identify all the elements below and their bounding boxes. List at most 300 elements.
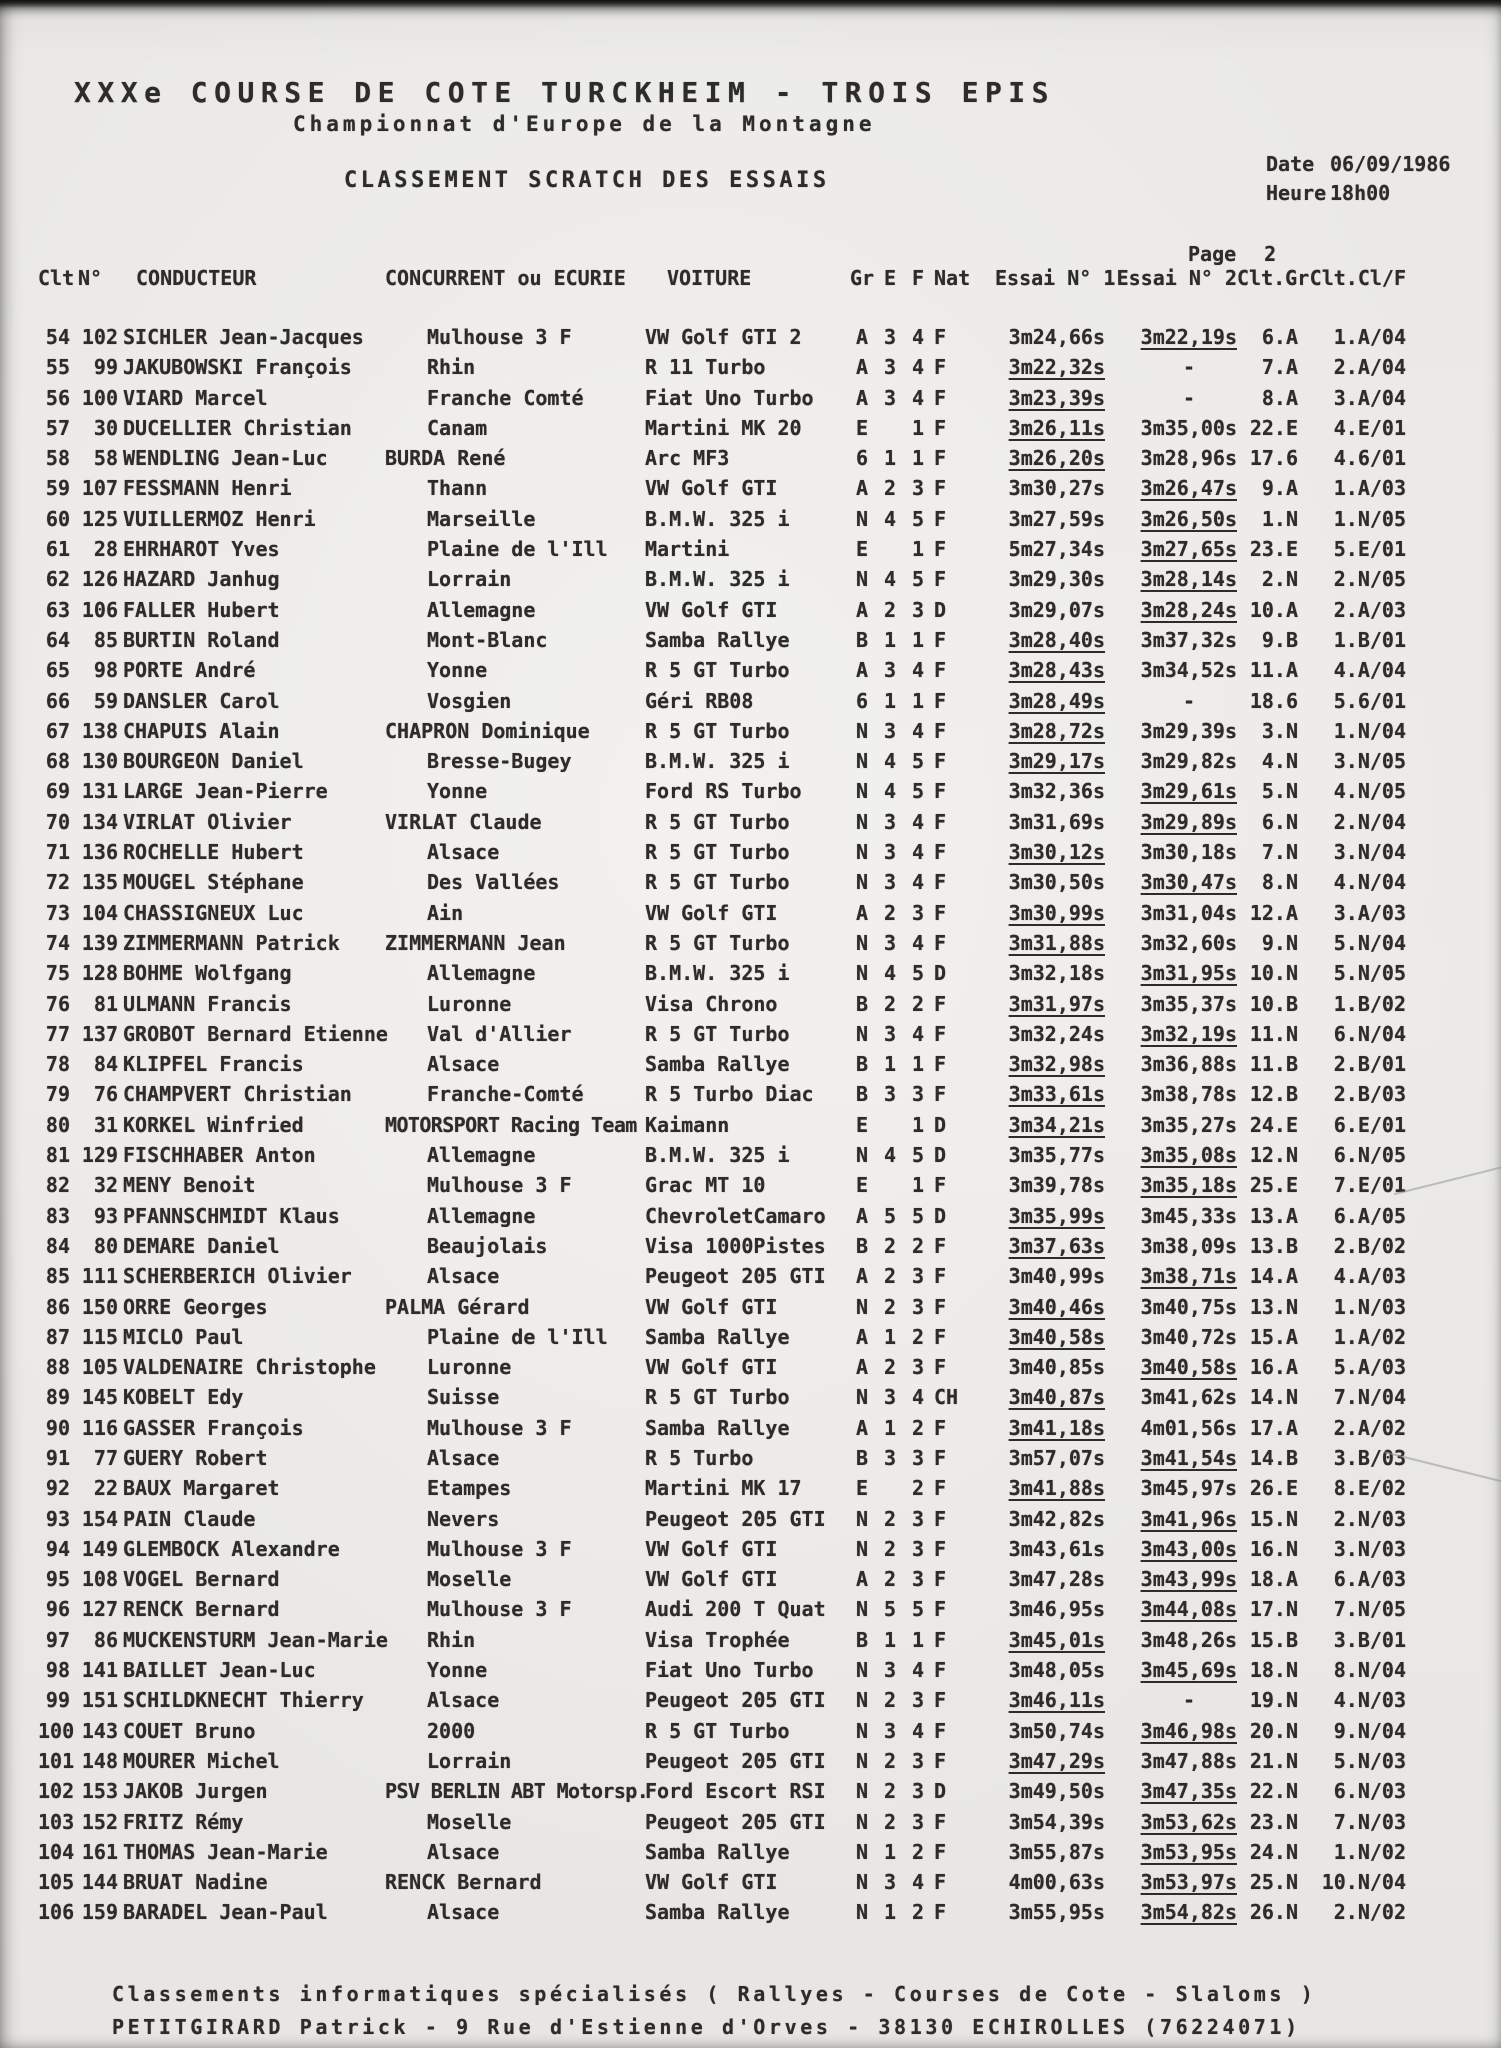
cell-f: 5 xyxy=(911,961,925,986)
cell-clt-groupe: 17.A xyxy=(1249,1415,1298,1440)
cell-essai-1: 3m34,21s xyxy=(1008,1112,1105,1137)
cell-clt-groupe: 6.A xyxy=(1261,325,1298,349)
cell-voiture: Visa 1000Pistes xyxy=(645,1233,826,1258)
cell-e: 3 xyxy=(883,1385,897,1410)
cell-essai-2: 3m37,32s xyxy=(1140,627,1237,652)
cell-essai-1: 3m43,61s xyxy=(1008,1536,1105,1561)
cell-essai-2: 3m31,95s xyxy=(1140,961,1237,986)
cell-essai-1: 3m55,87s xyxy=(1008,1839,1105,1864)
table-row xyxy=(38,1261,1416,1291)
cell-clt: 106 xyxy=(38,1900,75,1925)
cell-num: 127 xyxy=(81,1597,118,1622)
cell-essai-2: 3m40,72s xyxy=(1140,1324,1237,1349)
table-row xyxy=(38,837,1416,867)
col-header-essai2: Essai N° 2 xyxy=(1116,266,1237,290)
cell-groupe: N xyxy=(855,1385,869,1410)
cell-voiture: VW Golf GTI xyxy=(645,1355,778,1380)
cell-conducteur: VALDENAIRE Christophe xyxy=(123,1355,376,1380)
cell-num: 144 xyxy=(81,1870,118,1895)
cell-clt-groupe: 26.E xyxy=(1249,1476,1298,1501)
cell-essai-2: 3m26,50s xyxy=(1140,506,1237,531)
cell-f: 5 xyxy=(911,1143,925,1168)
cell-voiture: Fiat Uno Turbo xyxy=(645,1658,814,1683)
cell-nationalite: F xyxy=(934,1627,947,1652)
cell-clt: 85 xyxy=(45,1264,70,1289)
cell-essai-2: 3m53,95s xyxy=(1140,1839,1237,1864)
cell-num: 139 xyxy=(81,930,118,955)
cell-essai-2: - xyxy=(1182,385,1195,410)
cell-e: 3 xyxy=(883,1658,897,1683)
cell-num: 138 xyxy=(81,718,118,743)
cell-conducteur: BURTIN Roland xyxy=(123,627,280,652)
cell-f: 4 xyxy=(911,870,925,895)
table-row xyxy=(38,1837,1416,1867)
cell-voiture: R 5 GT Turbo xyxy=(645,1385,790,1410)
cell-clt-groupe: 14.A xyxy=(1249,1264,1298,1289)
page-number xyxy=(1188,242,1276,266)
table-row xyxy=(38,928,1416,958)
cell-clt: 72 xyxy=(45,870,70,895)
cell-essai-2: 3m36,88s xyxy=(1140,1052,1237,1077)
cell-conducteur: KORKEL Winfried xyxy=(123,1112,304,1137)
cell-essai-2: 3m29,61s xyxy=(1140,779,1237,804)
table-row xyxy=(38,1716,1416,1746)
cell-nationalite: D xyxy=(934,1112,947,1137)
cell-clt: 65 xyxy=(45,658,70,683)
cell-clt: 60 xyxy=(45,506,70,531)
heure-line xyxy=(1266,179,1450,208)
cell-essai-2: 3m53,97s xyxy=(1140,1870,1237,1895)
table-row xyxy=(38,807,1416,837)
cell-essai-1: 3m22,32s xyxy=(1008,355,1105,380)
cell-clt: 75 xyxy=(45,961,70,986)
cell-clt-classe: 2.N/02 xyxy=(1333,1900,1406,1925)
cell-num: 106 xyxy=(81,597,118,622)
cell-e: 2 xyxy=(883,1809,897,1834)
cell-nationalite: F xyxy=(934,1809,947,1834)
table-row xyxy=(38,655,1416,685)
cell-f: 3 xyxy=(911,476,925,501)
cell-conducteur: ORRE Georges xyxy=(123,1294,268,1319)
cell-clt-groupe: 20.N xyxy=(1249,1718,1298,1743)
cell-voiture: VW Golf GTI xyxy=(645,1294,778,1319)
cell-essai-1: 3m24,66s xyxy=(1008,325,1105,349)
cell-nationalite: F xyxy=(934,476,947,501)
cell-clt: 62 xyxy=(45,567,70,592)
cell-essai-1: 3m28,72s xyxy=(1008,718,1105,743)
cell-essai-2: 3m31,04s xyxy=(1140,900,1237,925)
cell-nationalite: F xyxy=(934,870,947,895)
cell-nationalite: D xyxy=(934,961,947,986)
cell-groupe: E xyxy=(855,1112,869,1137)
cell-essai-1: 3m27,59s xyxy=(1008,506,1105,531)
cell-ecurie: RENCK Bernard xyxy=(385,1870,542,1895)
cell-conducteur: SCHERBERICH Olivier xyxy=(123,1264,352,1289)
cell-clt: 76 xyxy=(45,991,70,1016)
cell-clt-classe: 4.N/03 xyxy=(1333,1688,1406,1713)
cell-clt-groupe: 12.A xyxy=(1249,900,1298,925)
cell-clt-groupe: 23.N xyxy=(1249,1809,1298,1834)
cell-essai-1: 3m30,99s xyxy=(1008,900,1105,925)
cell-groupe: N xyxy=(855,870,869,895)
cell-voiture: VW Golf GTI xyxy=(645,1567,778,1592)
cell-f: 3 xyxy=(911,1809,925,1834)
cell-essai-1: 3m40,85s xyxy=(1008,1355,1105,1380)
table-row xyxy=(38,1473,1416,1503)
cell-clt-classe: 3.B/01 xyxy=(1333,1627,1406,1652)
cell-e: 2 xyxy=(883,1264,897,1289)
scan-edge-shadow xyxy=(0,0,1501,8)
cell-essai-1: 3m47,29s xyxy=(1008,1748,1105,1773)
cell-conducteur: ROCHELLE Hubert xyxy=(123,840,304,865)
cell-voiture: Samba Rallye xyxy=(645,627,790,652)
col-header-clt: Clt xyxy=(38,266,75,290)
cell-essai-1: 3m40,58s xyxy=(1008,1324,1105,1349)
cell-conducteur: CHASSIGNEUX Luc xyxy=(123,900,304,925)
cell-groupe: N xyxy=(855,840,869,865)
cell-groupe: N xyxy=(855,1506,869,1531)
cell-ecurie: MOTORSPORT Racing Team xyxy=(385,1112,637,1137)
cell-essai-1: 3m55,95s xyxy=(1008,1900,1105,1925)
cell-clt-classe: 1.A/04 xyxy=(1333,325,1406,349)
cell-clt-groupe: 18.A xyxy=(1249,1567,1298,1592)
cell-ecurie: Allemagne xyxy=(427,1143,536,1168)
cell-nationalite: F xyxy=(934,1082,947,1107)
cell-essai-1: 3m32,36s xyxy=(1008,779,1105,804)
cell-clt-classe: 1.N/05 xyxy=(1333,506,1406,531)
cell-clt-classe: 1.N/03 xyxy=(1333,1294,1406,1319)
table-row xyxy=(38,1746,1416,1776)
cell-clt-classe: 2.A/04 xyxy=(1333,355,1406,380)
cell-clt-classe: 3.N/03 xyxy=(1333,1536,1406,1561)
cell-conducteur: JAKOB Jurgen xyxy=(123,1779,268,1804)
cell-e: 5 xyxy=(883,1203,897,1228)
cell-voiture: Géri RB08 xyxy=(645,688,754,713)
cell-ecurie: Allemagne xyxy=(427,1203,536,1228)
cell-essai-1: 3m39,78s xyxy=(1008,1173,1105,1198)
cell-num: 107 xyxy=(81,476,118,501)
cell-conducteur: ZIMMERMANN Patrick xyxy=(123,930,340,955)
cell-voiture: VW Golf GTI xyxy=(645,1536,778,1561)
cell-voiture: B.M.W. 325 i xyxy=(645,567,790,592)
cell-e: 3 xyxy=(883,658,897,683)
cell-nationalite: F xyxy=(934,506,947,531)
cell-num: 136 xyxy=(81,840,118,865)
cell-num: 134 xyxy=(81,809,118,834)
cell-clt: 86 xyxy=(45,1294,70,1319)
table-row xyxy=(38,1534,1416,1564)
cell-f: 4 xyxy=(911,840,925,865)
cell-conducteur: THOMAS Jean-Marie xyxy=(123,1839,328,1864)
cell-conducteur: MOUGEL Stéphane xyxy=(123,870,304,895)
table-row xyxy=(38,1413,1416,1443)
cell-num: 81 xyxy=(93,991,118,1016)
cell-num: 149 xyxy=(81,1536,118,1561)
col-header-ecurie: CONCURRENT ou ECURIE xyxy=(385,266,626,290)
cell-essai-1: 3m33,61s xyxy=(1008,1082,1105,1107)
table-row xyxy=(38,1019,1416,1049)
cell-essai-1: 3m35,77s xyxy=(1008,1143,1105,1168)
cell-clt-classe: 2.N/04 xyxy=(1333,809,1406,834)
cell-essai-1: 3m50,74s xyxy=(1008,1718,1105,1743)
table-row xyxy=(38,443,1416,473)
cell-voiture: R 5 GT Turbo xyxy=(645,658,790,683)
cell-clt: 64 xyxy=(45,627,70,652)
cell-num: 137 xyxy=(81,1021,118,1046)
cell-num: 141 xyxy=(81,1658,118,1683)
cell-ecurie: BURDA René xyxy=(385,446,506,471)
cell-clt-classe: 2.N/05 xyxy=(1333,567,1406,592)
cell-voiture: R 5 Turbo Diac xyxy=(645,1082,814,1107)
cell-num: 154 xyxy=(81,1506,118,1531)
cell-num: 84 xyxy=(93,1052,118,1077)
cell-groupe: A xyxy=(855,385,869,410)
cell-clt-classe: 7.N/03 xyxy=(1333,1809,1406,1834)
cell-clt-classe: 6.E/01 xyxy=(1333,1112,1406,1137)
cell-num: 98 xyxy=(93,658,118,683)
cell-essai-1: 3m31,88s xyxy=(1008,930,1105,955)
cell-voiture: VW Golf GTI 2 xyxy=(645,325,802,349)
cell-clt-classe: 1.B/01 xyxy=(1333,627,1406,652)
cell-nationalite: F xyxy=(934,991,947,1016)
cell-clt: 78 xyxy=(45,1052,70,1077)
cell-nationalite: F xyxy=(934,1506,947,1531)
cell-f: 1 xyxy=(911,537,925,562)
cell-nationalite: F xyxy=(934,567,947,592)
cell-clt-groupe: 25.E xyxy=(1249,1173,1298,1198)
cell-clt-groupe: 11.A xyxy=(1249,658,1298,683)
cell-groupe: A xyxy=(855,658,869,683)
cell-essai-2: 3m45,97s xyxy=(1140,1476,1237,1501)
cell-voiture: R 5 GT Turbo xyxy=(645,809,790,834)
cell-essai-2: 3m40,58s xyxy=(1140,1355,1237,1380)
cell-essai-1: 5m27,34s xyxy=(1008,537,1105,562)
date-label: Date xyxy=(1266,152,1315,176)
cell-ecurie: Mulhouse 3 F xyxy=(427,1597,572,1622)
cell-clt-groupe: 1.N xyxy=(1261,506,1298,531)
cell-voiture: Samba Rallye xyxy=(645,1324,790,1349)
cell-e: 2 xyxy=(883,1779,897,1804)
cell-essai-2: 3m43,99s xyxy=(1140,1567,1237,1592)
cell-essai-1: 3m46,95s xyxy=(1008,1597,1105,1622)
cell-clt: 56 xyxy=(45,385,70,410)
cell-ecurie: Moselle xyxy=(427,1567,512,1592)
cell-conducteur: DUCELLIER Christian xyxy=(123,415,352,440)
cell-e: 2 xyxy=(883,991,897,1016)
cell-clt: 91 xyxy=(45,1445,70,1470)
cell-groupe: N xyxy=(855,930,869,955)
cell-ecurie: PSV BERLIN ABT Motorsp. xyxy=(385,1779,649,1804)
cell-clt: 82 xyxy=(45,1173,70,1198)
cell-essai-2: 3m35,18s xyxy=(1140,1173,1237,1198)
cell-clt-classe: 3.A/03 xyxy=(1333,900,1406,925)
cell-essai-2: 3m26,47s xyxy=(1140,476,1237,501)
cell-nationalite: D xyxy=(934,597,947,622)
cell-clt-classe: 8.N/04 xyxy=(1333,1658,1406,1683)
cell-essai-1: 3m28,43s xyxy=(1008,658,1105,683)
cell-num: 31 xyxy=(93,1112,118,1137)
cell-groupe: A xyxy=(855,1324,869,1349)
cell-ecurie: Beaujolais xyxy=(427,1233,548,1258)
cell-e: 2 xyxy=(883,1688,897,1713)
cell-ecurie: Mulhouse 3 F xyxy=(427,1415,572,1440)
table-row xyxy=(38,1564,1416,1594)
cell-clt-classe: 3.N/04 xyxy=(1333,840,1406,865)
table-row xyxy=(38,1443,1416,1473)
cell-groupe: A xyxy=(855,1203,869,1228)
cell-ecurie: Mulhouse 3 F xyxy=(427,1173,572,1198)
table-row xyxy=(38,1776,1416,1806)
cell-f: 5 xyxy=(911,567,925,592)
cell-essai-2: - xyxy=(1182,688,1195,713)
cell-num: 159 xyxy=(81,1900,118,1925)
col-header-essai1: Essai N° 1 xyxy=(995,266,1116,290)
cell-f: 3 xyxy=(911,1748,925,1773)
cell-nationalite: F xyxy=(934,779,947,804)
cell-e: 1 xyxy=(883,1415,897,1440)
cell-e: 3 xyxy=(883,355,897,380)
cell-e: 4 xyxy=(883,567,897,592)
cell-essai-1: 3m26,11s xyxy=(1008,415,1105,440)
cell-clt-classe: 3.A/04 xyxy=(1333,385,1406,410)
cell-groupe: B xyxy=(855,1052,869,1077)
cell-f: 3 xyxy=(911,1355,925,1380)
table-row xyxy=(38,1382,1416,1412)
cell-ecurie: Allemagne xyxy=(427,597,536,622)
cell-f: 2 xyxy=(911,1839,925,1864)
cell-essai-2: 3m35,37s xyxy=(1140,991,1237,1016)
cell-clt: 80 xyxy=(45,1112,70,1137)
cell-essai-2: 3m29,89s xyxy=(1140,809,1237,834)
cell-clt-groupe: 12.B xyxy=(1249,1082,1298,1107)
table-row xyxy=(38,1897,1416,1927)
cell-num: 131 xyxy=(81,779,118,804)
cell-clt-groupe: 10.A xyxy=(1249,597,1298,622)
cell-groupe: A xyxy=(855,597,869,622)
cell-ecurie: Suisse xyxy=(427,1385,500,1410)
cell-num: 129 xyxy=(81,1143,118,1168)
cell-num: 143 xyxy=(81,1718,118,1743)
cell-e: 4 xyxy=(883,749,897,774)
cell-essai-2: 3m41,54s xyxy=(1140,1445,1237,1470)
cell-voiture: Ford RS Turbo xyxy=(645,779,802,804)
cell-clt-groupe: 10.B xyxy=(1249,991,1298,1016)
cell-clt: 99 xyxy=(45,1688,70,1713)
cell-f: 2 xyxy=(911,1233,925,1258)
table-row xyxy=(38,867,1416,897)
cell-num: 76 xyxy=(93,1082,118,1107)
footer-line2: PETITGIRARD Patrick - 9 Rue d'Estienne d'Orves - 38130 ECHIROLLES (76224071) xyxy=(112,2015,1301,2039)
cell-num: 125 xyxy=(81,506,118,531)
table-row xyxy=(38,1201,1416,1231)
cell-nationalite: F xyxy=(934,688,947,713)
cell-clt-groupe: 15.B xyxy=(1249,1627,1298,1652)
cell-groupe: A xyxy=(855,1355,869,1380)
cell-f: 1 xyxy=(911,1627,925,1652)
cell-e: 2 xyxy=(883,1233,897,1258)
cell-ecurie: Alsace xyxy=(427,1900,500,1925)
cell-voiture: Visa Trophée xyxy=(645,1627,790,1652)
cell-e: 1 xyxy=(883,688,897,713)
table-row xyxy=(38,746,1416,776)
cell-essai-2: 3m29,39s xyxy=(1140,718,1237,743)
cell-clt-groupe: 15.A xyxy=(1249,1324,1298,1349)
cell-e: 3 xyxy=(883,325,897,349)
table-row xyxy=(38,1685,1416,1715)
cell-conducteur: FISCHHABER Anton xyxy=(123,1143,316,1168)
cell-groupe: N xyxy=(855,1597,869,1622)
cell-clt-classe: 2.B/01 xyxy=(1333,1052,1406,1077)
cell-groupe: N xyxy=(855,779,869,804)
cell-clt: 55 xyxy=(45,355,70,380)
cell-nationalite: F xyxy=(934,840,947,865)
cell-e: 3 xyxy=(883,1718,897,1743)
cell-voiture: B.M.W. 325 i xyxy=(645,506,790,531)
cell-nationalite: F xyxy=(934,446,947,471)
cell-conducteur: MOURER Michel xyxy=(123,1748,280,1773)
cell-essai-2: - xyxy=(1182,355,1195,380)
cell-num: 59 xyxy=(93,688,118,713)
cell-groupe: 6 xyxy=(855,688,869,713)
cell-clt-classe: 4.N/04 xyxy=(1333,870,1406,895)
cell-ecurie: Moselle xyxy=(427,1809,512,1834)
cell-essai-1: 3m31,97s xyxy=(1008,991,1105,1016)
cell-nationalite: F xyxy=(934,1688,947,1713)
cell-essai-1: 3m30,12s xyxy=(1008,840,1105,865)
cell-clt-groupe: 13.B xyxy=(1249,1233,1298,1258)
cell-e: 2 xyxy=(883,1294,897,1319)
cell-groupe: B xyxy=(855,1082,869,1107)
cell-clt: 79 xyxy=(45,1082,70,1107)
cell-essai-1: 3m35,99s xyxy=(1008,1203,1105,1228)
cell-num: 32 xyxy=(93,1173,118,1198)
cell-num: 108 xyxy=(81,1567,118,1592)
cell-groupe: N xyxy=(855,1809,869,1834)
cell-conducteur: BOHME Wolfgang xyxy=(123,961,292,986)
cell-f: 3 xyxy=(911,1779,925,1804)
cell-voiture: Samba Rallye xyxy=(645,1415,790,1440)
cell-essai-1: 3m28,40s xyxy=(1008,627,1105,652)
cell-essai-1: 3m40,99s xyxy=(1008,1264,1105,1289)
cell-f: 4 xyxy=(911,930,925,955)
cell-nationalite: F xyxy=(934,749,947,774)
cell-conducteur: GUERY Robert xyxy=(123,1445,268,1470)
table-row xyxy=(38,1140,1416,1170)
cell-f: 1 xyxy=(911,446,925,471)
cell-nationalite: F xyxy=(934,1355,947,1380)
cell-groupe: N xyxy=(855,749,869,774)
cell-clt-classe: 4.N/05 xyxy=(1333,779,1406,804)
cell-num: 85 xyxy=(93,627,118,652)
table-body xyxy=(38,322,1416,1928)
cell-essai-2: 3m46,98s xyxy=(1140,1718,1237,1743)
cell-groupe: E xyxy=(855,1173,869,1198)
cell-f: 1 xyxy=(911,415,925,440)
cell-e: 3 xyxy=(883,1870,897,1895)
cell-essai-1: 3m26,20s xyxy=(1008,446,1105,471)
cell-nationalite: F xyxy=(934,1900,947,1925)
cell-num: 100 xyxy=(81,385,118,410)
cell-nationalite: F xyxy=(934,1415,947,1440)
cell-clt: 83 xyxy=(45,1203,70,1228)
cell-e: 1 xyxy=(883,446,897,471)
cell-groupe: 6 xyxy=(855,446,869,471)
cell-voiture: VW Golf GTI xyxy=(645,1870,778,1895)
cell-e: 3 xyxy=(883,930,897,955)
cell-conducteur: MICLO Paul xyxy=(123,1324,244,1349)
cell-conducteur: WENDLING Jean-Luc xyxy=(123,446,328,471)
cell-num: 99 xyxy=(93,355,118,380)
